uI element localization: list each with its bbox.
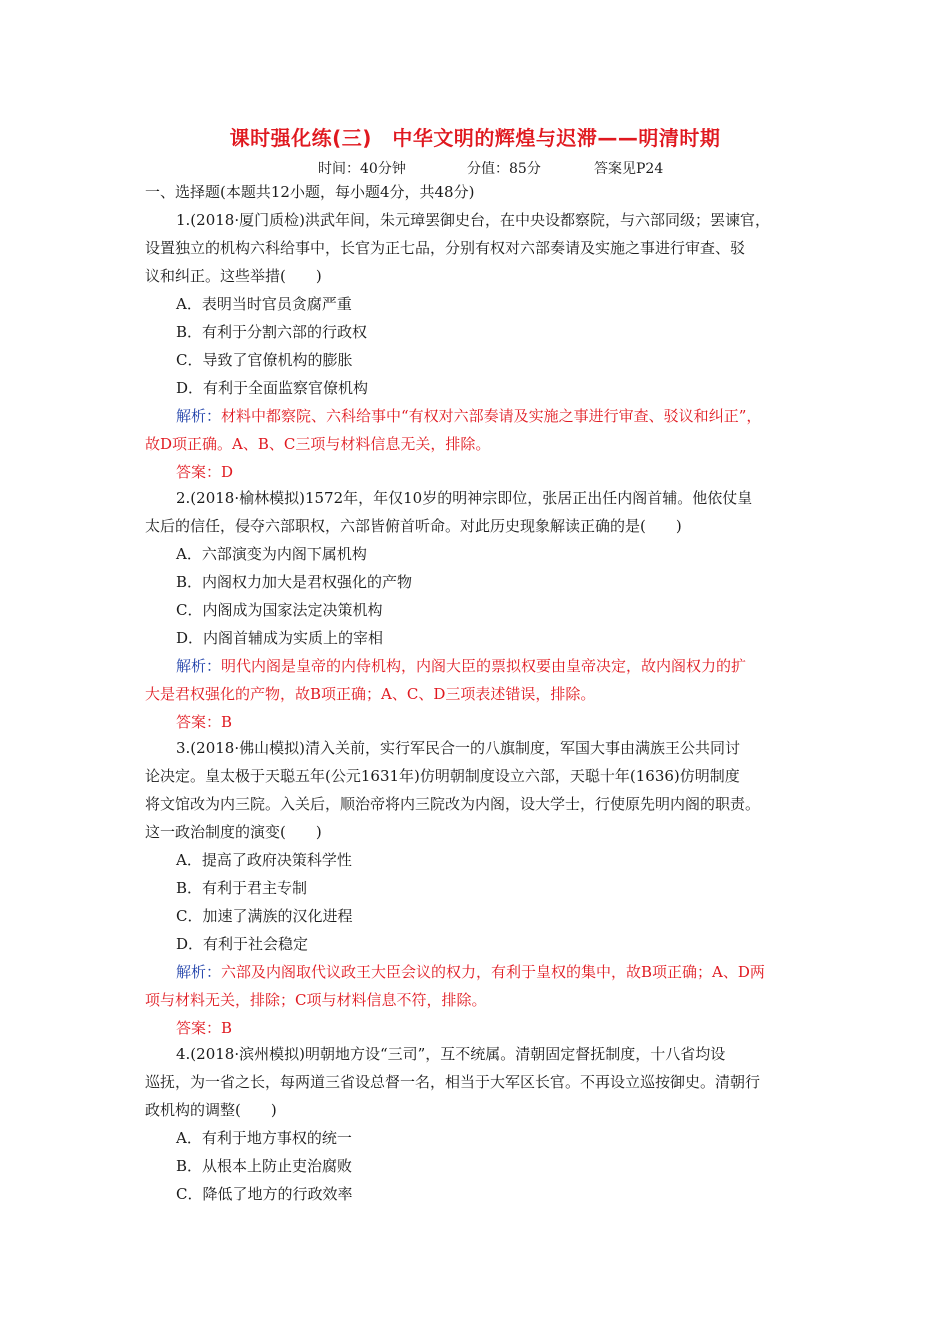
option-b: B．有利于君主专制 <box>176 879 308 897</box>
option-a: A．表明当时官员贪腐严重 <box>176 295 352 313</box>
time-limit: 时间：40分钟 <box>318 161 406 177</box>
answer-reference: 答案见P24 <box>594 161 664 177</box>
question-stem: 4.(2018·滨州模拟)明朝地方设“三司”，互不统属。清朝固定督抚制度，十八省均设 <box>176 1045 726 1063</box>
analysis-text: 大是君权强化的产物，故B项正确；A、C、D三项表述错误，排除。 <box>145 685 596 703</box>
question-stem: 议和纠正。这些举措( ) <box>145 267 322 285</box>
answer: 答案：B <box>176 713 233 731</box>
question-stem: 论决定。皇太极于天聪五年(公元1631年)仿明朝制度设立六部，天聪十年(1636)仿明制度 <box>145 767 740 785</box>
question-stem: 巡抚，为一省之长，每两道三省设总督一名，相当于大军区长官。不再设立巡按御史。清朝行 <box>145 1073 761 1091</box>
option-a: A．有利于地方事权的统一 <box>176 1129 352 1147</box>
answer: 答案：B <box>176 1019 233 1037</box>
answer: 答案：D <box>176 463 234 481</box>
option-d: D．内阁首辅成为实质上的宰相 <box>176 629 384 647</box>
option-b: B．有利于分割六部的行政权 <box>176 323 368 341</box>
analysis <box>176 962 765 982</box>
analysis-text: 项与材料无关，排除；C项与材料信息不符，排除。 <box>145 991 487 1009</box>
option-c: C．降低了地方的行政效率 <box>176 1185 353 1203</box>
analysis <box>176 656 746 676</box>
analysis-text: 故D项正确。A、B、C三项与材料信息无关，排除。 <box>145 435 491 453</box>
option-b: B．从根本上防止吏治腐败 <box>176 1157 353 1175</box>
question-stem: 设置独立的机构六科给事中，长官为正七品，分别有权对六部奏请及实施之事进行审查、驳 <box>145 239 746 257</box>
total-score: 分值：85分 <box>467 161 541 177</box>
option-d: D．有利于全面监察官僚机构 <box>176 379 369 397</box>
option-c: C．内阁成为国家法定决策机构 <box>176 601 383 619</box>
question-stem: 3.(2018·佛山模拟)清入关前，实行军民合一的八旗制度，军国大事由满族王公共同讨 <box>176 739 740 757</box>
option-c: C．导致了官僚机构的膨胀 <box>176 351 353 369</box>
analysis <box>176 406 761 426</box>
option-c: C．加速了满族的汉化进程 <box>176 907 353 925</box>
option-a: A．提高了政府决策科学性 <box>176 851 352 869</box>
question-stem: 政机构的调整( ) <box>145 1101 277 1119</box>
question-stem: 这一政治制度的演变( ) <box>145 823 322 841</box>
question-stem: 1.(2018·厦门质检)洪武年间，朱元璋罢御史台，在中央设都察院，与六部同级；罢谏官， <box>176 211 770 229</box>
page-title: 课时强化练(三) 中华文明的辉煌与迟滞——明清时期 <box>229 126 721 150</box>
question-stem: 太后的信任，侵夺六部职权，六部皆俯首听命。对此历史现象解读正确的是( ) <box>145 517 682 535</box>
analysis-label: 解析： <box>176 963 222 981</box>
question-stem: 将文馆改为内三院。入关后，顺治帝将内三院改为内阁，设大学士，行使原先明内阁的职责。 <box>145 795 761 813</box>
analysis-text: 六部及内阁取代议政王大臣会议的权力，有利于皇权的集中，故B项正确；A、D两 <box>221 963 765 981</box>
option-a: A．六部演变为内阁下属机构 <box>176 545 367 563</box>
analysis-text: 材料中都察院、六科给事中“有权对六部奏请及实施之事进行审查、驳议和纠正”， <box>221 407 762 425</box>
option-d: D．有利于社会稳定 <box>176 935 309 953</box>
section-heading: 一、选择题(本题共12小题，每小题4分，共48分) <box>145 183 475 201</box>
analysis-label: 解析： <box>176 657 222 675</box>
option-b: B．内阁权力加大是君权强化的产物 <box>176 573 413 591</box>
analysis-label: 解析： <box>176 407 222 425</box>
question-stem: 2.(2018·榆林模拟)1572年，年仅10岁的明神宗即位，张居正出任内阁首辅。他依仗皇 <box>176 489 753 507</box>
analysis-text: 明代内阁是皇帝的内侍机构，内阁大臣的票拟权要由皇帝决定，故内阁权力的扩 <box>221 657 747 675</box>
